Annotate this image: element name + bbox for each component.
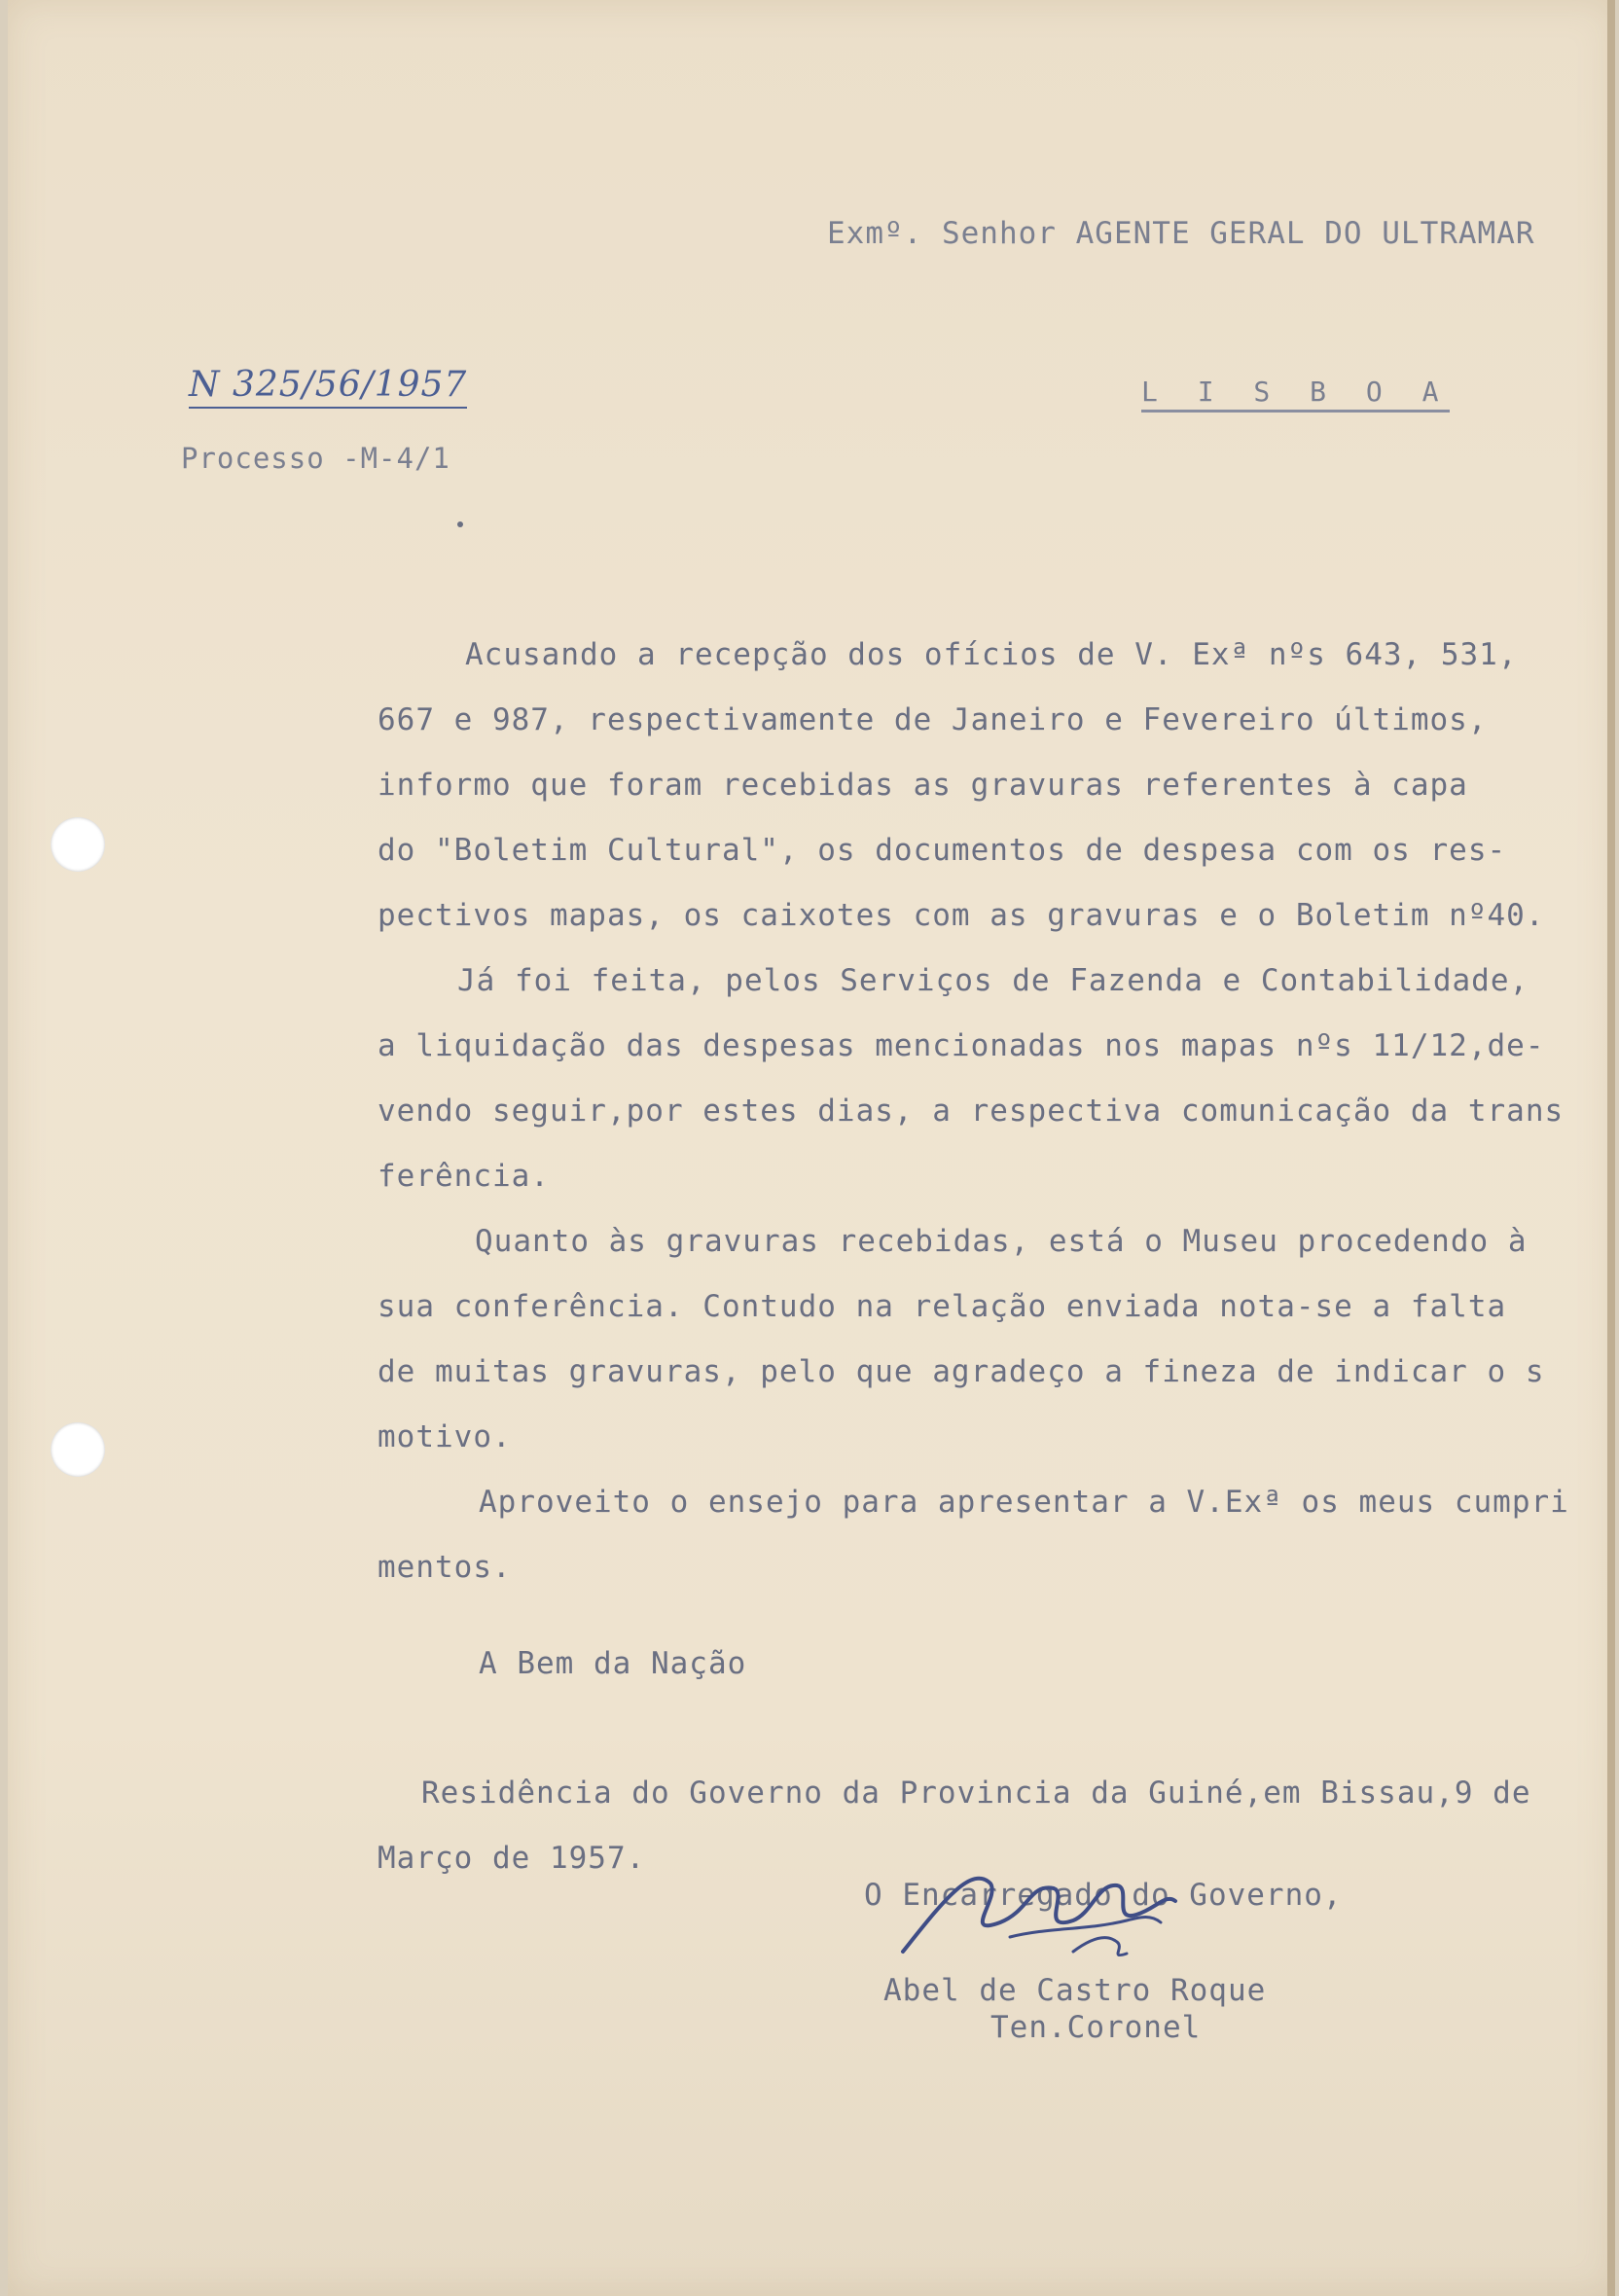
body-line: Acusando a recepção dos ofícios de V. Exª nºs 643, 531, xyxy=(465,637,1518,672)
signatory-role: O Encarregado do Governo, xyxy=(864,1878,1343,1913)
punch-hole-lower xyxy=(51,1422,105,1477)
body-line: motivo. xyxy=(378,1419,512,1454)
body-line: ferência. xyxy=(378,1159,550,1194)
addressee: Exmº. Senhor AGENTE GERAL DO ULTRAMAR xyxy=(827,216,1535,251)
body-line: Já foi feita, pelos Serviços de Fazenda e Contabilidade, xyxy=(457,963,1529,998)
handwritten-signature xyxy=(883,1845,1214,1981)
body-line: do "Boletim Cultural", os documentos de despesa com os res- xyxy=(378,833,1507,868)
body-line: vendo seguir,por estes dias, a respectiva comunicação da trans xyxy=(378,1094,1565,1129)
body-line: Quanto às gravuras recebidas, está o Museu procedendo à xyxy=(475,1224,1528,1259)
body-line: mentos. xyxy=(378,1550,512,1585)
place-date-line: Março de 1957. xyxy=(378,1841,646,1876)
body-line: a liquidação das despesas mencionadas nos mapas nºs 11/12,de- xyxy=(378,1028,1545,1063)
document-page xyxy=(8,0,1615,2296)
signatory-rank: Ten.Coronel xyxy=(990,2010,1202,2045)
body-line: informo que foram recebidas as gravuras referentes à capa xyxy=(378,768,1468,803)
body-line: pectivos mapas, os caixotes com as gravuras e o Boletim nº40. xyxy=(378,898,1545,933)
body-line: sua conferência. Contudo na relação enviada nota-se a falta xyxy=(378,1289,1507,1324)
body-line: de muitas gravuras, pelo que agradeço a fineza de indicar o s xyxy=(378,1354,1545,1389)
ink-dot xyxy=(457,521,463,527)
place-date-line: Residência do Governo da Provincia da Guiné,em Bissau,9 de xyxy=(421,1776,1531,1811)
reference-number: N 325/56/1957 xyxy=(189,365,467,409)
punch-hole-upper xyxy=(51,817,105,872)
body-line: Aproveito o ensejo para apresentar a V.Exª os meus cumpri xyxy=(479,1485,1569,1520)
body-line: 667 e 987, respectivamente de Janeiro e Fevereiro últimos, xyxy=(378,702,1488,737)
destination-city: L I S B O A xyxy=(1141,376,1450,413)
process-number: Processo -M-4/1 xyxy=(181,442,450,475)
page-edge xyxy=(1607,0,1615,2296)
signatory-name: Abel de Castro Roque xyxy=(883,1973,1267,2008)
salutation: A Bem da Nação xyxy=(479,1646,747,1681)
